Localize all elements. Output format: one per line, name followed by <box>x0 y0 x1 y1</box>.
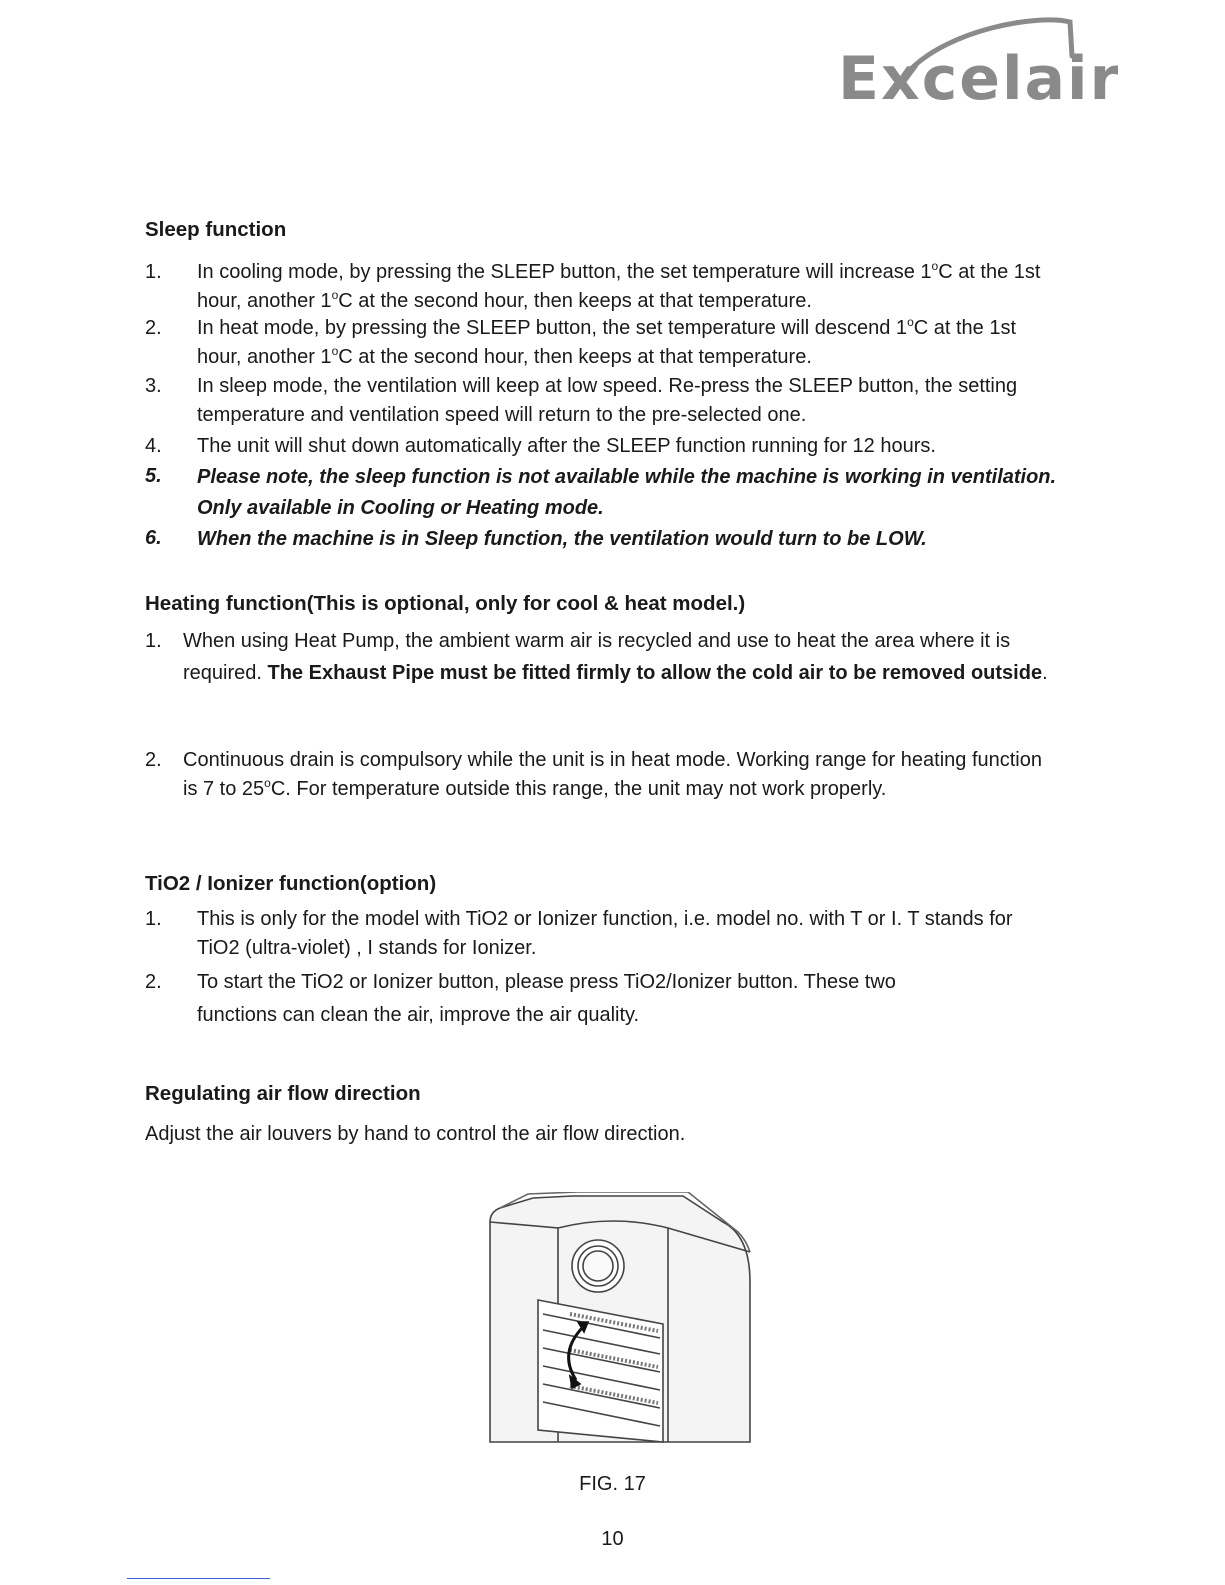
tio2-item-2: 2. To start the TiO2 or Ionizer button, please press TiO2/Ionizer button. These two functions can clean the air, improve the air quality. <box>145 966 975 1032</box>
sleep-item-4: 4. The unit will shut down automatically after the SLEEP function running for 12 hours. <box>145 432 1065 461</box>
sleep-item-2: 2. In heat mode, by pressing the SLEEP button, the set temperature will descend 1$^o$C at the 1st hour, another 1$^o$C at the second hour, then keeps at that temperature. <box>145 315 1017 368</box>
heating-item-1: 1. When using Heat Pump, the ambient warm air is recycled and use to heat the area where it is required. The Exhaust Pipe must be fitted firmly to allow the cold air to be removed outside. <box>145 625 1060 689</box>
page-number: 10 <box>601 1528 624 1550</box>
item-number: 1. <box>145 630 162 652</box>
item-number: 2. <box>145 971 162 993</box>
airflow-text: Adjust the air louvers by hand to control the air flow direction. <box>145 1123 686 1145</box>
heating-item-2: 2. Continuous drain is compulsory while the unit is in heat mode. Working range for heating function is 7 to 25$^o$C. For temperature outside this range, the unit may not work properly. <box>145 746 1060 804</box>
item-number: 1. <box>145 261 162 283</box>
airflow-heading: Regulating air flow direction <box>145 1082 421 1105</box>
sleep-item-6: 6. When the machine is in Sleep function, the ventilation would turn to be LOW. <box>145 524 1075 555</box>
tio2-item-1: 1. This is only for the model with TiO2 or Ionizer function, i.e. model no. with T or I. T stands for TiO2 (ultra-violet) , I stands for Ionizer. <box>145 905 1045 963</box>
item-number: 6. <box>145 527 162 549</box>
sleep-heading: Sleep function <box>145 218 287 241</box>
item-number: 4. <box>145 435 162 457</box>
figure-caption: FIG. 17 <box>579 1473 646 1495</box>
svg-text:Excelair: Excelair <box>838 44 1118 114</box>
item-number: 1. <box>145 908 162 930</box>
tio2-heading: TiO2 / Ionizer function(option) <box>145 872 437 895</box>
item-number: 2. <box>145 317 162 339</box>
item-number: 5. <box>145 465 162 487</box>
excelair-logo <box>838 14 1118 114</box>
item-number: 3. <box>145 375 162 397</box>
item-number: 2. <box>145 749 162 771</box>
sleep-item-3: 3. In sleep mode, the ventilation will keep at low speed. Re-press the SLEEP button, the setting temperature and ventilation speed will return to the pre-selected one. <box>145 372 1065 430</box>
louver-figure <box>488 1192 756 1454</box>
sleep-item-5: 5. Please note, the sleep function is not available while the machine is working in ventilation. Only available in Cooling or Heating mode. <box>145 462 1060 524</box>
heating-heading: Heating function(This is optional, only for cool & heat model.) <box>145 592 746 615</box>
sleep-item-1: 1. In cooling mode, by pressing the SLEEP button, the set temperature will increase 1$^o$C at the 1st hour, another 1$^o$C at the second hour, then keeps at that temperature. <box>145 259 1041 312</box>
footer-rule <box>127 1578 270 1579</box>
